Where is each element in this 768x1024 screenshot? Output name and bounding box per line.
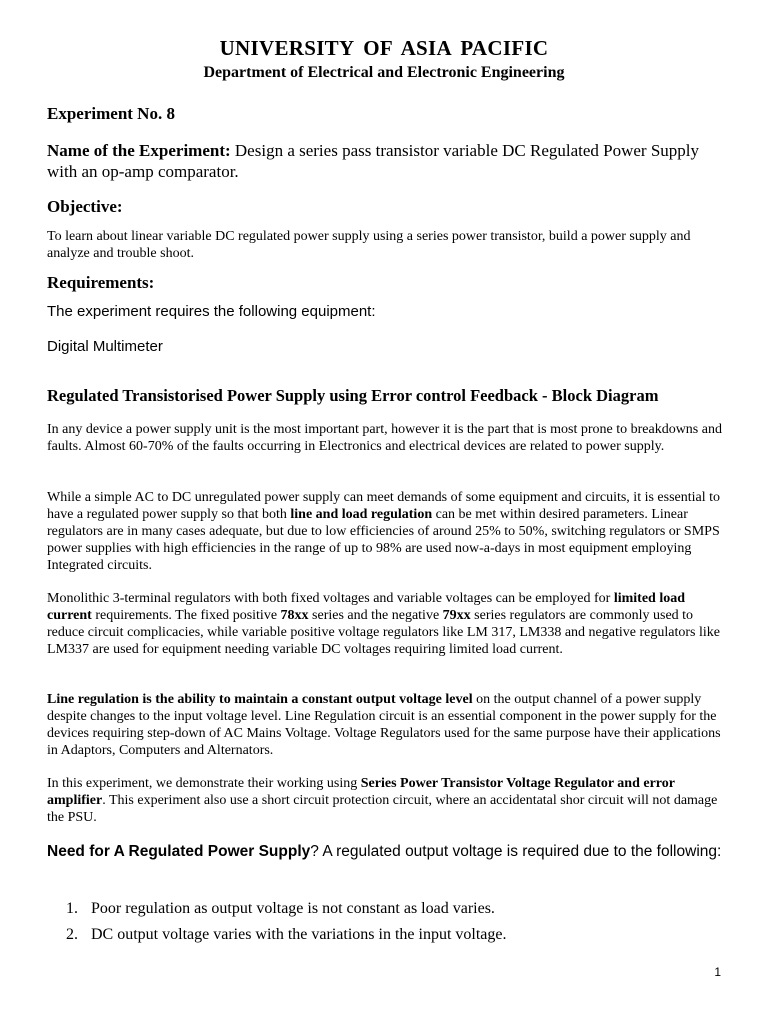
objective-text: To learn about linear variable DC regulated power supply using a series power transistor, build a power supply and analyze and trouble shoot. <box>47 229 691 261</box>
bold-run: 79xx <box>442 608 471 623</box>
experiment-number: Experiment No. 8 <box>47 104 175 123</box>
requirements-intro: The experiment requires the following equipment: <box>47 303 376 320</box>
text-run: can be met within desired parameters. Linear regulators are in many cases adequate, but due to low efficiencies of around 25% to 50%, switching regulators or SMPS power supplies with high efficiencies in the range of up to 98% are used now-a-days in most equipment employing Integrated circuits. <box>47 507 720 573</box>
objective-heading: Objective: <box>47 197 123 216</box>
equipment-item: Digital Multimeter <box>47 338 163 355</box>
reasons-list <box>66 900 506 952</box>
paragraph-regulation <box>47 489 723 574</box>
list-text: DC output voltage varies with the variations in the input voltage. <box>91 926 507 943</box>
text-run: While a simple AC to DC unregulated power supply can meet demands of some equipment and circuits, it is essential to have a regulated power supply so that both <box>47 490 721 522</box>
text-run: series regulators are commonly used to reduce circuit complicacies, while variable positive voltage regulators like LM 317, LM338 and negative regulators like LM337 are used for equipment needing variable DC voltages requiring limited load current. <box>47 608 720 657</box>
paragraph-monolithic <box>47 590 723 658</box>
experiment-name-text: Design a series pass transistor variable DC Regulated Power Supply with an op-amp comparator. <box>47 141 700 181</box>
list-number: 1. <box>66 900 78 917</box>
page-number: 1 <box>714 965 721 979</box>
need-text: ? A regulated output voltage is required due to the following: <box>310 843 722 860</box>
text-run: series and the negative <box>308 608 443 623</box>
requirements-heading: Requirements: <box>47 273 155 292</box>
bold-run: line and load regulation <box>290 507 433 522</box>
experiment-name-label: Name of the Experiment: <box>47 141 231 160</box>
university-title: UNIVERSITY OF ASIA PACIFIC <box>219 36 549 60</box>
text-run: requirements. The fixed positive <box>91 608 281 623</box>
paragraph-line-regulation <box>47 691 723 759</box>
text-run: In this experiment, we demonstrate their working using <box>47 776 361 791</box>
text-run: Monolithic 3-terminal regulators with both fixed voltages and variable voltages can be employed for <box>47 591 614 606</box>
text-run: . This experiment also use a short circuit protection circuit, where an accidentatal shor circuit will not damage the PSU. <box>47 793 718 825</box>
bold-run: Series Power Transistor Voltage Regulator and error amplifier <box>47 776 675 808</box>
need-regulated-supply <box>47 842 727 862</box>
bold-run: Line regulation is the ability to maintain a constant output voltage level <box>47 692 473 707</box>
text-run: on the output channel of a power supply despite changes to the input voltage level. Line Regulation circuit is an essential component in the power supply for the devices requiring step-down of AC Mains Voltage. Voltage Regulators used for the same purpose have their applications in Adaptors, Computers and Alternators. <box>47 692 721 758</box>
block-diagram-heading: Regulated Transistorised Power Supply using Error control Feedback - Block Diagram <box>47 386 659 405</box>
need-label: Need for A Regulated Power Supply <box>47 843 311 860</box>
list-item <box>66 900 506 926</box>
list-text: Poor regulation as output voltage is not constant as load varies. <box>91 900 495 917</box>
paragraph-power-supply-intro: In any device a power supply unit is the most important part, however it is the part that is most prone to breakdowns and faults. Almost 60-70% of the faults occurring in Electronics and electrical devices are related to power supply. <box>47 422 722 454</box>
bold-run: 78xx <box>280 608 309 623</box>
list-number: 2. <box>66 926 78 943</box>
experiment-name <box>47 140 727 182</box>
list-item <box>66 926 506 952</box>
bold-run: limited load current <box>47 591 686 623</box>
paragraph-experiment <box>47 775 723 826</box>
department-title: Department of Electrical and Electronic Engineering <box>203 64 565 81</box>
